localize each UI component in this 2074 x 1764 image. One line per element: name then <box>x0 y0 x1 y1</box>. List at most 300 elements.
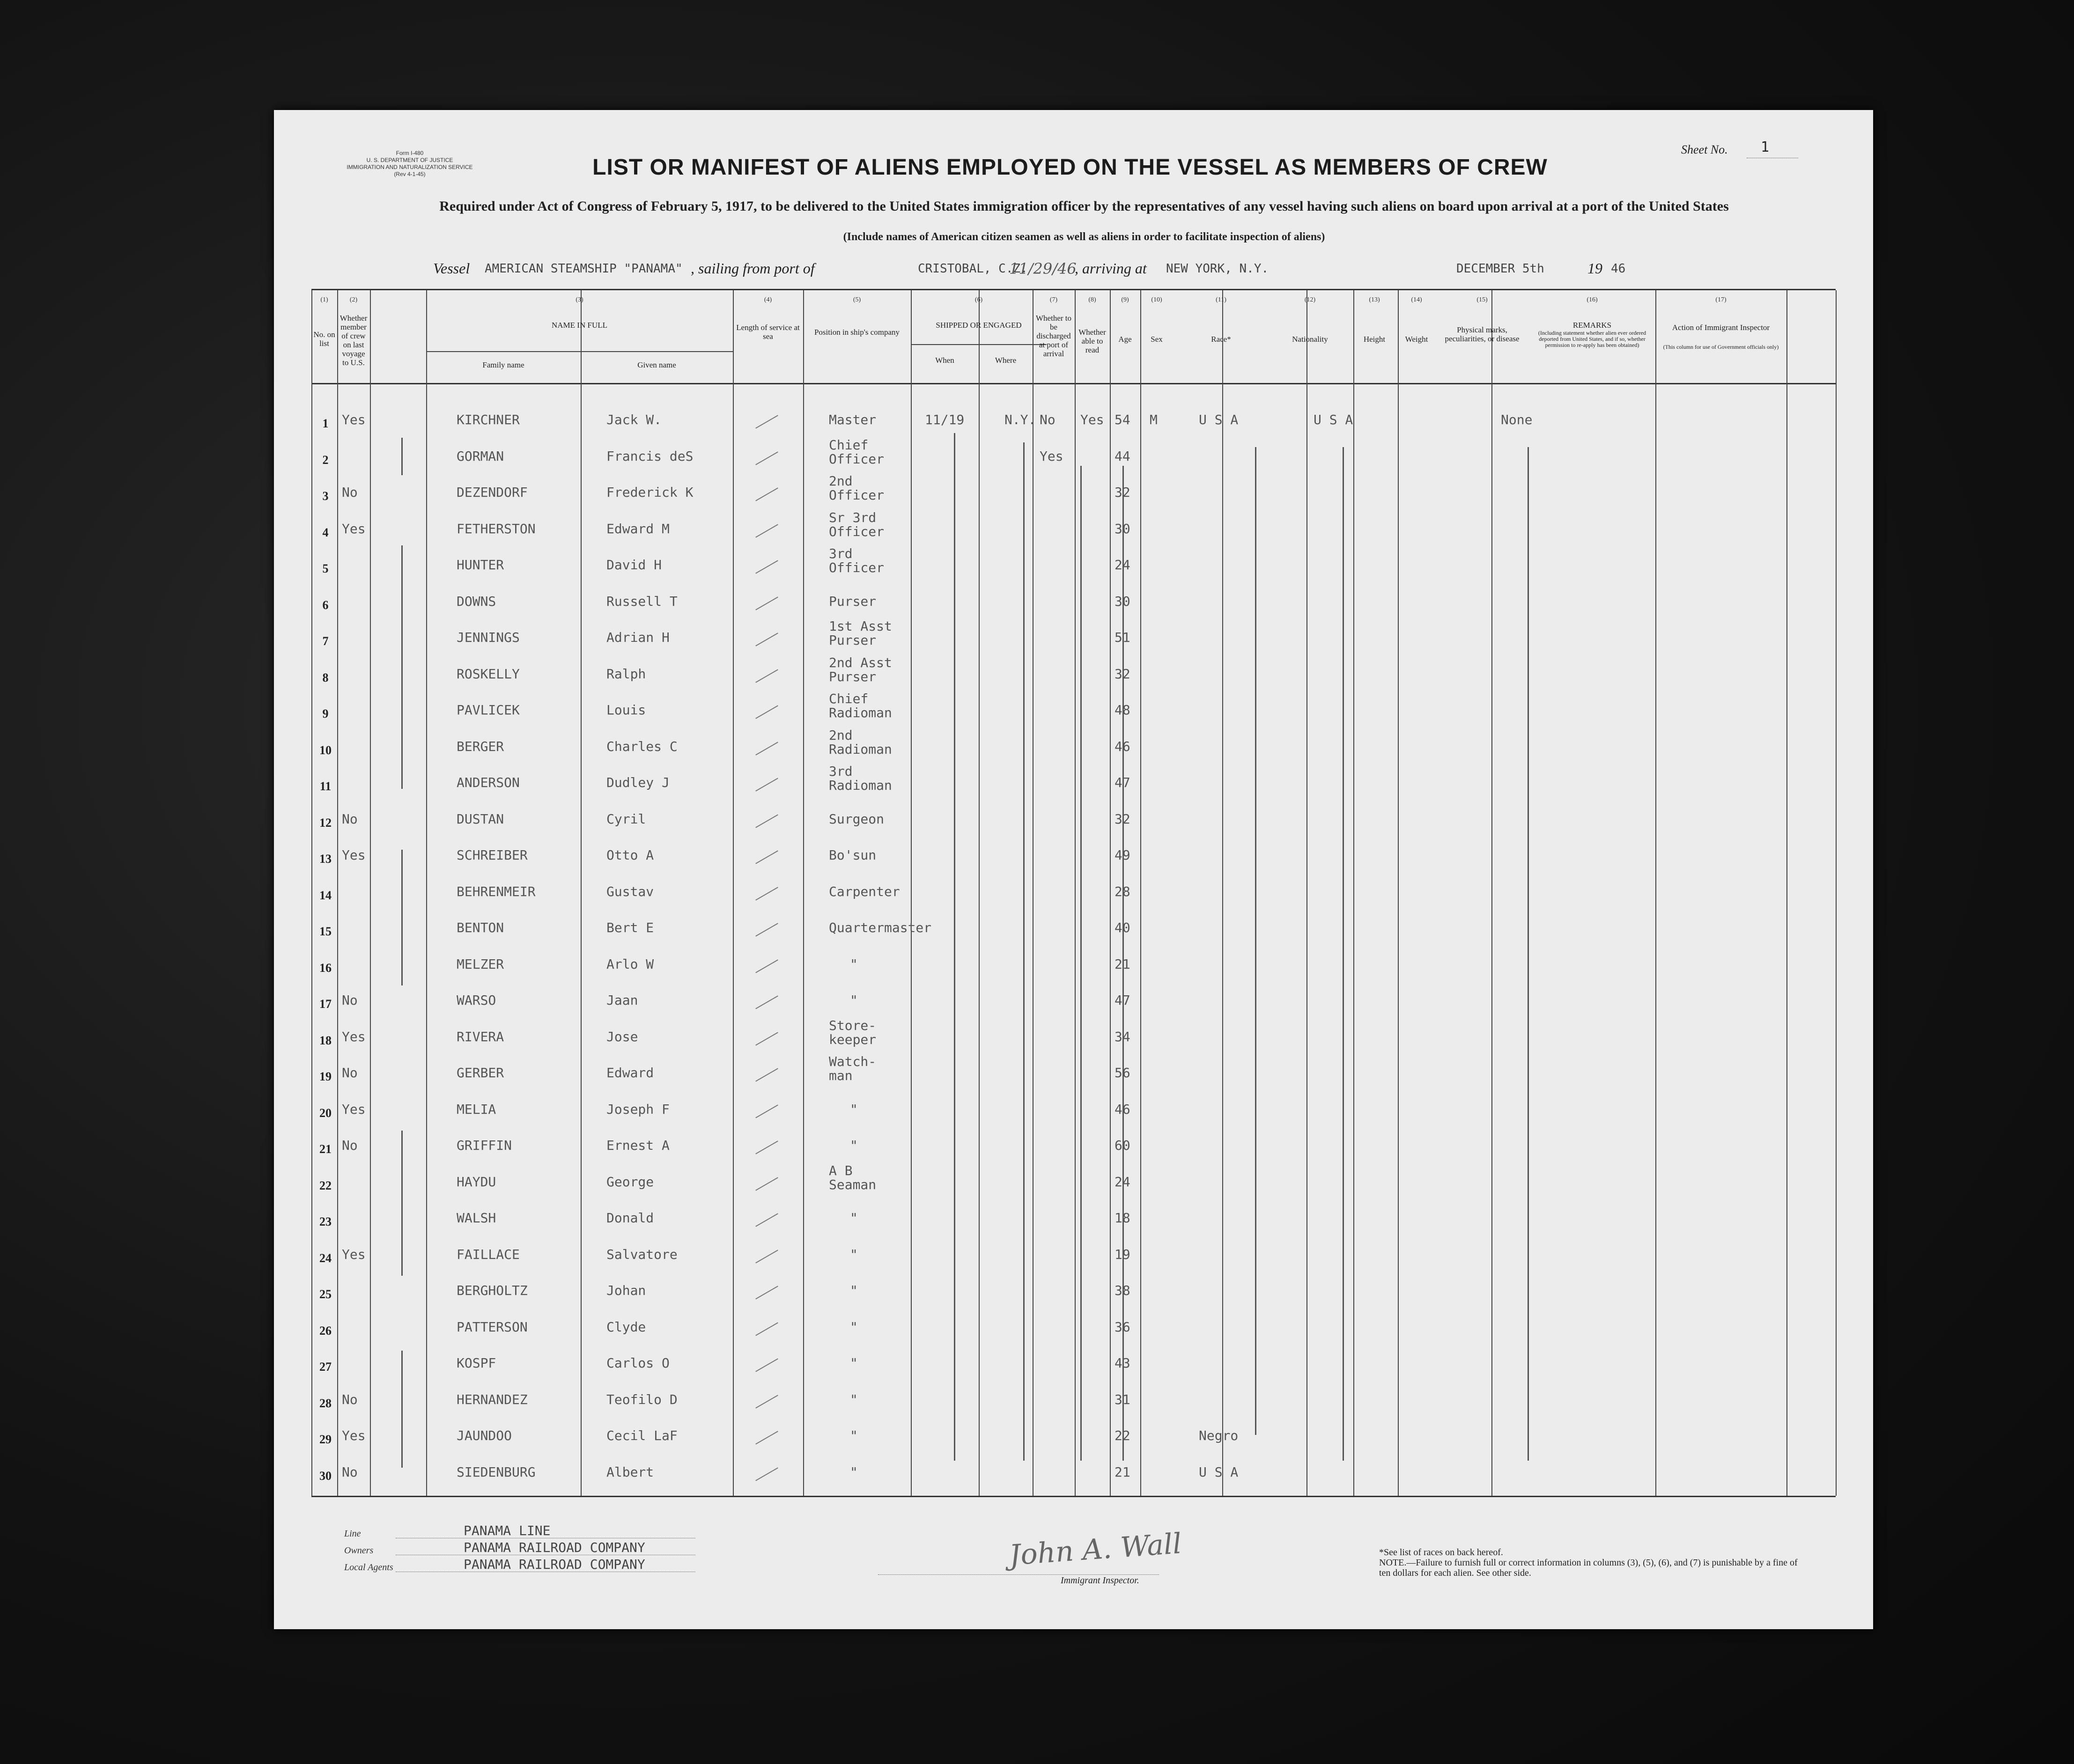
row-number: 1 <box>322 417 329 430</box>
cell-age: 18 <box>1114 1210 1130 1226</box>
column-divider <box>426 290 427 1496</box>
cell-when: 11/19 <box>925 412 965 427</box>
column-divider <box>1786 290 1787 1496</box>
cell-pos: " <box>850 1283 858 1298</box>
cell-age: 22 <box>1114 1428 1130 1443</box>
row-number: 20 <box>319 1106 332 1120</box>
cell-given: Edward M <box>606 521 670 537</box>
cell-given: Russell T <box>606 593 678 609</box>
manifest-sheet <box>274 110 1873 1629</box>
cell-family: BERGER <box>457 738 504 754</box>
signature-rule <box>878 1574 1159 1575</box>
ditto-line <box>1343 447 1344 1461</box>
service-tick-mark <box>755 1250 778 1263</box>
cell-age: 36 <box>1114 1319 1130 1335</box>
cell-pos: Purser <box>829 593 877 609</box>
agents-label: Local Agents <box>344 1562 393 1573</box>
cell-where: N.Y. <box>1004 412 1036 427</box>
column-subheader: Given name <box>637 360 676 369</box>
column-header: Height <box>1363 335 1386 344</box>
row-number: 13 <box>319 852 332 866</box>
cell-pos: 2nd Radioman <box>829 727 892 757</box>
cell-family: DUSTAN <box>457 811 504 827</box>
cell-race: U S A <box>1199 412 1239 427</box>
cell-sex: M <box>1150 412 1158 427</box>
cell-prev: No <box>342 1138 358 1153</box>
cell-family: RIVERA <box>457 1029 504 1044</box>
column-divider <box>1140 290 1141 1496</box>
cell-pos: Sr 3rd Officer <box>829 509 885 539</box>
column-divider <box>803 290 804 1496</box>
cell-family: HERNANDEZ <box>457 1391 528 1407</box>
shipped-subheader-rule <box>911 344 1047 345</box>
cell-given: Salvatore <box>606 1246 678 1262</box>
row-number: 21 <box>319 1142 332 1156</box>
cell-family: DOWNS <box>457 593 496 609</box>
cell-pos: 1st Asst Purser <box>829 618 892 648</box>
column-number: (6) <box>974 296 983 303</box>
cell-prev: Yes <box>342 1246 366 1262</box>
inspector-label: Immigrant Inspector. <box>1061 1575 1139 1586</box>
column-divider <box>1353 290 1354 1496</box>
column-number: (5) <box>853 296 861 303</box>
row-number: 17 <box>319 997 332 1011</box>
cell-given: Johan <box>606 1283 646 1298</box>
row-number: 15 <box>319 925 332 938</box>
cell-age: 32 <box>1114 485 1130 500</box>
column-divider <box>1491 290 1492 1496</box>
column-header: Weight <box>1405 335 1428 344</box>
cell-family: KOSPF <box>457 1355 496 1371</box>
service-tick-mark <box>755 1104 778 1118</box>
form-service: IMMIGRATION AND NATURALIZATION SERVICE <box>347 164 473 170</box>
cell-age: 54 <box>1114 412 1130 427</box>
cell-family: WARSO <box>457 992 496 1008</box>
column-header: REMARKS <box>1572 321 1612 330</box>
cell-race: U S A <box>1199 1464 1239 1480</box>
sheet-number <box>1681 139 1770 157</box>
row-number: 8 <box>322 670 329 684</box>
cell-pos: 3rd Officer <box>829 546 885 575</box>
row-number: 4 <box>322 525 329 539</box>
cell-given: George <box>606 1174 654 1190</box>
cell-pos: Chief Radioman <box>829 691 892 720</box>
service-tick-mark <box>755 560 778 573</box>
column-divider <box>1836 290 1837 1496</box>
cell-given: Teofilo D <box>606 1391 678 1407</box>
service-tick-mark <box>755 705 778 719</box>
column-header: Physical marks, peculiarities, or disease <box>1445 325 1520 343</box>
ditto-line <box>1080 466 1082 1461</box>
cell-given: Cyril <box>606 811 646 827</box>
column-number: (13) <box>1369 296 1380 303</box>
vessel-value: AMERICAN STEAMSHIP "PANAMA" <box>485 262 683 276</box>
cell-given: Jack W. <box>606 412 662 427</box>
ditto-line <box>401 438 403 475</box>
cell-age: 44 <box>1114 448 1130 464</box>
name-subheader-rule <box>426 351 733 352</box>
sailing-label: , sailing from port of <box>691 260 815 277</box>
cell-age: 56 <box>1114 1065 1130 1080</box>
vessel-label: Vessel <box>433 260 470 277</box>
cell-pos: " <box>850 1101 858 1117</box>
cell-given: Francis deS <box>606 448 694 464</box>
column-divider <box>1655 290 1656 1496</box>
sheet-value: 1 <box>1761 139 1770 155</box>
cell-prev: Yes <box>342 1029 366 1044</box>
service-tick-mark <box>755 415 778 428</box>
cell-age: 60 <box>1114 1138 1130 1153</box>
cell-age: 47 <box>1114 775 1130 790</box>
cell-age: 40 <box>1114 920 1130 935</box>
cell-given: Carlos O <box>606 1355 670 1371</box>
cell-given: Otto A <box>606 847 654 863</box>
cell-pos: Chief Officer <box>829 437 885 467</box>
cell-pos: " <box>850 1464 858 1480</box>
cell-given: Albert <box>606 1464 654 1480</box>
row-number: 30 <box>319 1469 332 1483</box>
cell-family: PATTERSON <box>457 1319 528 1335</box>
cell-pos: " <box>850 1210 858 1226</box>
row-number: 22 <box>319 1178 332 1192</box>
cell-age: 21 <box>1114 1464 1130 1480</box>
cell-age: 24 <box>1114 557 1130 573</box>
ditto-line <box>1122 466 1124 1461</box>
column-divider <box>1306 290 1307 1496</box>
cell-prev: Yes <box>342 521 366 537</box>
cell-prev: Yes <box>342 412 366 427</box>
cell-given: Bert E <box>606 920 654 935</box>
cell-pos: 2nd Asst Purser <box>829 654 892 684</box>
arriving-label: , arriving at <box>1075 260 1147 277</box>
column-header: Whether to be discharged at port of arrival <box>1036 314 1071 358</box>
row-number: 19 <box>319 1070 332 1083</box>
table-bottom-rule <box>311 1496 1836 1497</box>
column-number: (3) <box>576 296 583 303</box>
cell-read: Yes <box>1080 412 1104 427</box>
service-tick-mark <box>755 814 778 828</box>
cell-age: 30 <box>1114 593 1130 609</box>
cell-family: BEHRENMEIR <box>457 883 536 899</box>
column-divider <box>979 290 980 1496</box>
cell-family: ANDERSON <box>457 775 520 790</box>
row-number: 26 <box>319 1323 332 1338</box>
ditto-line <box>401 1351 403 1468</box>
ditto-line <box>401 850 403 985</box>
row-number: 27 <box>319 1360 332 1374</box>
row-number: 5 <box>322 562 329 575</box>
cell-family: MELZER <box>457 956 504 972</box>
service-tick-mark <box>755 487 778 501</box>
cell-marks: None <box>1501 412 1533 427</box>
column-header: Race* <box>1211 335 1231 344</box>
service-tick-mark <box>755 1395 778 1408</box>
cell-family: KIRCHNER <box>457 412 520 427</box>
cell-age: 31 <box>1114 1391 1130 1407</box>
column-divider <box>911 290 912 1496</box>
service-tick-mark <box>755 1358 778 1372</box>
cell-age: 49 <box>1114 847 1130 863</box>
cell-age: 43 <box>1114 1355 1130 1371</box>
column-subheader: When <box>935 356 954 365</box>
cell-prev: Yes <box>342 1101 366 1117</box>
arrive-value: NEW YORK, N.Y. <box>1166 262 1269 276</box>
service-tick-mark <box>755 596 778 610</box>
row-number: 23 <box>319 1215 332 1228</box>
column-number: (7) <box>1049 296 1058 303</box>
column-header: Length of service at sea <box>736 323 800 341</box>
cell-given: Dudley J <box>606 775 670 790</box>
sheet-label: Sheet No. <box>1681 143 1728 156</box>
cell-given: Arlo W <box>606 956 654 972</box>
subtitle: Required under Act of Congress of February 5, 1917, to be delivered to the United States immigration officer by the representatives of any vessel having such aliens on board upon arrival at a port of the United States <box>439 198 1729 214</box>
footnote-races: *See list of races on back hereof. <box>1379 1547 1503 1558</box>
cell-given: Louis <box>606 702 646 718</box>
service-tick-mark <box>755 995 778 1009</box>
cell-prev: No <box>342 811 358 827</box>
column-subheader: Where <box>995 356 1017 365</box>
form-dept: U. S. DEPARTMENT OF JUSTICE <box>366 157 453 163</box>
column-divider <box>733 290 734 1496</box>
column-divider <box>1110 290 1111 1496</box>
date-value: DECEMBER 5th <box>1456 262 1544 276</box>
cell-age: 24 <box>1114 1174 1130 1190</box>
cell-family: ROSKELLY <box>457 666 520 682</box>
column-header: Whether able to read <box>1078 328 1106 354</box>
cell-given: Jose <box>606 1029 638 1044</box>
cell-family: WALSH <box>457 1210 496 1226</box>
handwritten-date: 11/29/46 <box>1009 260 1077 278</box>
cell-pos: Quartermaster <box>829 920 932 935</box>
owners-label: Owners <box>344 1545 374 1556</box>
cell-pos: Surgeon <box>829 811 885 827</box>
row-number: 16 <box>319 961 332 975</box>
cell-age: 21 <box>1114 956 1130 972</box>
cell-pos: Carpenter <box>829 883 900 899</box>
service-tick-mark <box>755 887 778 900</box>
column-subheader: Family name <box>482 360 524 369</box>
ditto-line <box>401 545 403 789</box>
cell-age: 47 <box>1114 992 1130 1008</box>
row-number: 12 <box>319 816 332 830</box>
service-tick-mark <box>755 1140 778 1154</box>
cell-age: 48 <box>1114 702 1130 718</box>
cell-prev: No <box>342 1464 358 1480</box>
table-top-rule <box>311 289 1836 290</box>
service-tick-mark <box>755 451 778 465</box>
column-number: (1) <box>320 296 328 303</box>
column-number: (12) <box>1304 296 1316 303</box>
cell-given: Joseph F <box>606 1101 670 1117</box>
service-tick-mark <box>755 1213 778 1227</box>
column-divider <box>1222 290 1223 1496</box>
cell-age: 30 <box>1114 521 1130 537</box>
ditto-line <box>954 433 955 1461</box>
table-header-rule <box>311 383 1836 384</box>
cell-pos: " <box>850 1428 858 1443</box>
cell-given: Charles C <box>606 738 678 754</box>
row-number: 10 <box>319 743 332 757</box>
cell-family: GORMAN <box>457 448 504 464</box>
service-tick-mark <box>755 850 778 864</box>
column-header: Position in ship's company <box>814 328 900 337</box>
cell-family: JENNINGS <box>457 630 520 645</box>
cell-pos: " <box>850 1391 858 1407</box>
cell-given: Ralph <box>606 666 646 682</box>
cell-prev: No <box>342 1391 358 1407</box>
row-number: 14 <box>319 888 332 902</box>
column-number: (4) <box>764 296 772 303</box>
inspector-signature: John A. Wall <box>1008 1527 1183 1572</box>
row-number: 7 <box>322 634 329 648</box>
row-number: 6 <box>322 598 329 612</box>
cell-pos: 2nd Officer <box>829 473 885 503</box>
cell-given: Cecil LaF <box>606 1428 678 1443</box>
cell-pos: " <box>850 1355 858 1371</box>
cell-family: GRIFFIN <box>457 1138 512 1153</box>
footnote <box>1379 1547 1801 1578</box>
cell-given: Jaan <box>606 992 638 1008</box>
cell-family: MELIA <box>457 1101 496 1117</box>
column-number: (10) <box>1151 296 1162 303</box>
cell-family: FAILLACE <box>457 1246 520 1262</box>
cell-given: Gustav <box>606 883 654 899</box>
row-number: 29 <box>319 1433 332 1446</box>
row-number: 24 <box>319 1251 332 1265</box>
column-number: (9) <box>1121 296 1129 303</box>
column-divider <box>370 290 371 1496</box>
remarks-subheader: (Including statement whether alien ever ordered deported from United States, and if so, whether permission to re-apply has been obtained) <box>1538 330 1646 348</box>
column-divider <box>1075 290 1076 1496</box>
cell-given: Donald <box>606 1210 654 1226</box>
column-number: (14) <box>1411 296 1422 303</box>
service-tick-mark <box>755 1322 778 1336</box>
form-number: Form I-480 <box>396 150 424 156</box>
ditto-line <box>1023 442 1025 1461</box>
column-header: Sex <box>1151 335 1163 344</box>
cell-given: David H <box>606 557 662 573</box>
footnote-penalty: NOTE.—Failure to furnish full or correct information in columns (3), (5), (6), and (7) is punishable by a fine of ten dollars for each alien. See other side. <box>1379 1558 1798 1578</box>
cell-family: HAYDU <box>457 1174 496 1190</box>
action-subheader: (This column for use of Government officials only) <box>1663 344 1779 350</box>
cell-given: Edward <box>606 1065 654 1080</box>
column-header: Age <box>1118 335 1132 344</box>
year-prefix: 19 <box>1587 260 1602 277</box>
cell-age: 38 <box>1114 1283 1130 1298</box>
column-header: Nationality <box>1292 335 1328 344</box>
cell-pos: Watch- man <box>829 1054 877 1083</box>
service-tick-mark <box>755 742 778 755</box>
row-number: 11 <box>319 779 332 793</box>
cell-pos: Store- keeper <box>829 1017 877 1047</box>
cell-disch: Yes <box>1040 448 1063 464</box>
row-number: 2 <box>322 453 329 467</box>
row-number: 9 <box>322 707 329 720</box>
cell-pos: " <box>850 1138 858 1153</box>
service-tick-mark <box>755 669 778 683</box>
cell-nat: U S A <box>1314 412 1353 427</box>
vessel-line <box>433 260 1838 279</box>
cell-given: Frederick K <box>606 485 694 500</box>
row-number: 18 <box>319 1033 332 1047</box>
cell-prev: No <box>342 485 358 500</box>
cell-age: 19 <box>1114 1246 1130 1262</box>
cell-family: DEZENDORF <box>457 485 528 500</box>
cell-pos: A B Seaman <box>829 1162 877 1192</box>
column-header: Action of Immigrant Inspector <box>1672 323 1770 332</box>
cell-race: Negro <box>1199 1428 1239 1443</box>
form-revision: (Rev 4-1-45) <box>394 171 426 177</box>
cell-age: 32 <box>1114 811 1130 827</box>
cell-age: 46 <box>1114 1101 1130 1117</box>
cell-age: 51 <box>1114 630 1130 645</box>
form-header <box>340 150 480 178</box>
line-label: Line <box>344 1529 361 1539</box>
cell-family: BERGHOLTZ <box>457 1283 528 1298</box>
cell-age: 34 <box>1114 1029 1130 1044</box>
cell-given: Ernest A <box>606 1138 670 1153</box>
column-divider <box>581 290 582 1496</box>
service-tick-mark <box>755 632 778 646</box>
service-tick-mark <box>755 1286 778 1299</box>
service-tick-mark <box>755 1068 778 1081</box>
cell-prev: No <box>342 992 358 1008</box>
column-header: No. on list <box>313 330 335 348</box>
cell-family: GERBER <box>457 1065 504 1080</box>
row-number: 28 <box>319 1396 332 1410</box>
column-number: (11) <box>1216 296 1226 303</box>
service-tick-mark <box>755 1032 778 1045</box>
service-tick-mark <box>755 1177 778 1191</box>
cell-pos: Master <box>829 412 877 427</box>
column-number: (17) <box>1715 296 1727 303</box>
column-divider <box>1398 290 1399 1496</box>
cell-prev: Yes <box>342 847 366 863</box>
cell-family: FETHERSTON <box>457 521 536 537</box>
cell-family: JAUNDOO <box>457 1428 512 1443</box>
cell-pos: " <box>850 1246 858 1262</box>
service-tick-mark <box>755 959 778 973</box>
cell-pos: " <box>850 1319 858 1335</box>
ditto-line <box>401 1131 403 1276</box>
line-value: PANAMA LINE <box>464 1523 551 1538</box>
column-number: (8) <box>1088 296 1096 303</box>
column-header: Whether member of crew on last voyage to U.S. <box>340 314 368 367</box>
column-number: (15) <box>1476 296 1488 303</box>
cell-prev: No <box>342 1065 358 1080</box>
row-number: 3 <box>322 489 329 503</box>
subnote: (Include names of American citizen seamen as well as aliens in order to facilitate inspection of aliens) <box>843 231 1325 243</box>
cell-prev: Yes <box>342 1428 366 1443</box>
service-tick-mark <box>755 923 778 936</box>
cell-age: 32 <box>1114 666 1130 682</box>
column-header: NAME IN FULL <box>552 321 607 330</box>
cell-age: 28 <box>1114 883 1130 899</box>
row-number: 25 <box>319 1287 332 1301</box>
cell-family: PAVLICEK <box>457 702 520 718</box>
ditto-line <box>1255 447 1256 1435</box>
cell-family: HUNTER <box>457 557 504 573</box>
port-value: CRISTOBAL, C.Z. <box>918 262 1028 276</box>
owners-value: PANAMA RAILROAD COMPANY <box>464 1540 645 1555</box>
agents-value: PANAMA RAILROAD COMPANY <box>464 1557 645 1572</box>
service-tick-mark <box>755 1467 778 1481</box>
page-title: LIST OR MANIFEST OF ALIENS EMPLOYED ON THE VESSEL AS MEMBERS OF CREW <box>592 155 1548 180</box>
service-tick-mark <box>755 524 778 537</box>
column-header: SHIPPED OR ENGAGED <box>936 321 1022 330</box>
cell-family: SCHREIBER <box>457 847 528 863</box>
cell-given: Clyde <box>606 1319 646 1335</box>
